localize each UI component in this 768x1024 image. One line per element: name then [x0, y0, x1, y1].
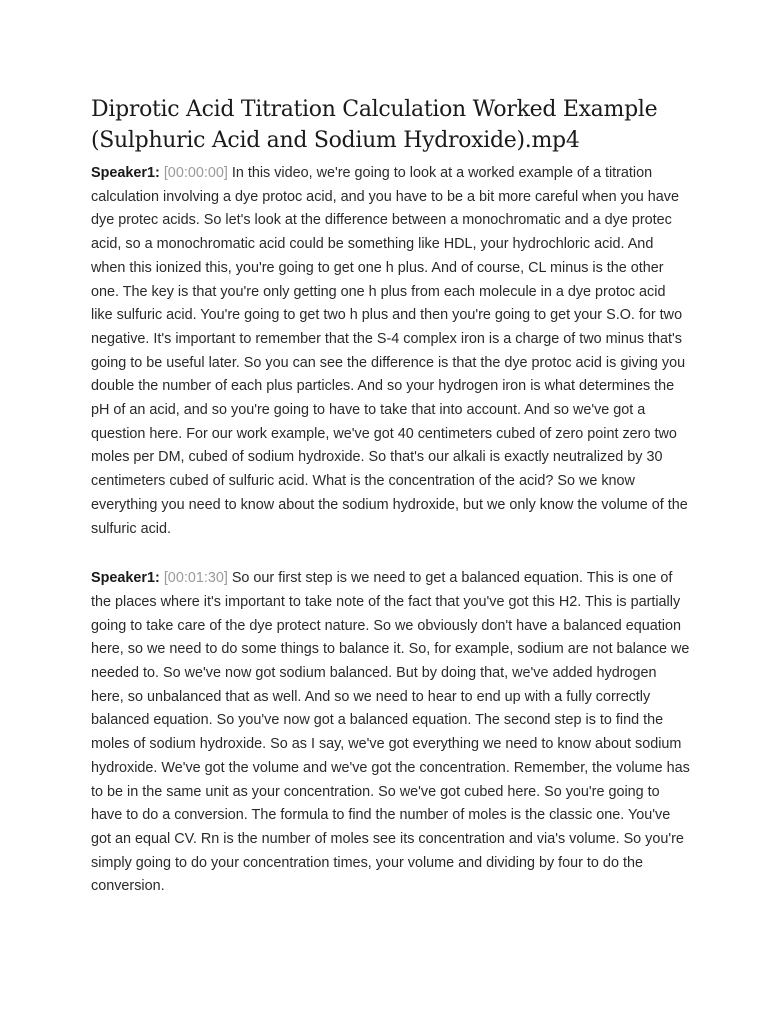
transcript-paragraph-1: [91, 162, 691, 541]
document-title: Diprotic Acid Titration Calculation Worked Example (Sulphuric Acid and Sodium Hydroxide).mp4: [91, 97, 658, 153]
transcript-text: So our first step is we need to get a balanced equation. This is one of the places where it's important to take note of the fact that you've got this H2. This is partially going to take care of the dye protect nature. So we obviously don't have a balanced equation here, so we need to do some things to balance it. So, for example, sodium are not balance we needed to. So we've now got sodium balanced. But by doing that, we've added hydrogen here, so unbalanced that as well. And so we need to hear to end up with a fully correctly balanced equation. So you've now got a balanced equation. The second step is to find the moles of sodium hydroxide. So as I say, we've got everything we need to know about sodium hydroxide. We've got the volume and we've got the concentration. Remember, the volume has to be in the same unit as your concentration. So we've got cubed here. So you're going to have to do a conversion. The formula to find the number of moles is the classic one. You've got an equal CV. Rn is the number of moles see its concentration and via's volume. So you're simply going to do your concentration times, your volume and dividing by four to do the conversion.: [91, 570, 690, 895]
speaker-label: Speaker1:: [91, 570, 160, 587]
transcript-paragraph-2: [91, 567, 691, 899]
transcript-text: In this video, we're going to look at a worked example of a titration calculation involving a dye protoc acid, and you have to be a bit more careful when you have dye protec acids. So let's look at the difference between a monochromatic and a dye protec acid, so a monochromatic acid could be something like HDL, your hydrochloric acid. And when this ionized this, you're going to get one h plus. And of course, CL minus is the other one. The key is that you're only getting one h plus from each molecule in a dye protoc acid like sulfuric acid. You're going to get two h plus and then you're going to get your S.O. for two negative. It's important to remember that the S-4 complex iron is a charge of two minus that's going to be useful later. So you can see the difference is that the dye protoc acid is giving you double the number of each plus particles. And so your hydrogen iron is what determines the pH of an acid, and so you're going to have to take that into account. And so we've got a question here. For our work example, we've got 40 centimeters cubed of zero point zero two moles per DM, cubed of sodium hydroxide. So that's our alkali is exactly neutralized by 30 centimeters cubed of sulfuric acid. What is the concentration of the acid? So we know everything you need to know about the sodium hydroxide, but we only know the volume of the sulfuric acid.: [91, 165, 688, 537]
timestamp: [00:00:00]: [163, 165, 228, 181]
speaker-label: Speaker1:: [91, 165, 160, 181]
timestamp: [00:01:30]: [163, 570, 228, 587]
transcript-page: [91, 94, 691, 925]
